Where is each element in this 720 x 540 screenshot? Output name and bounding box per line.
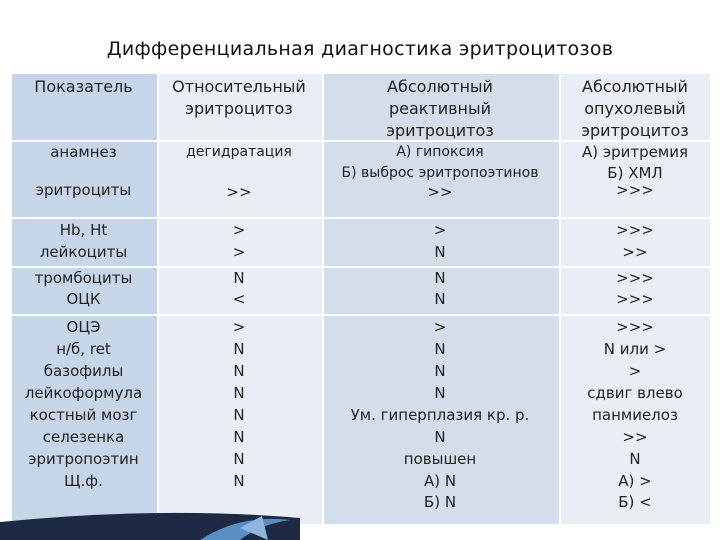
row-label: лейкоформула <box>24 384 143 402</box>
table-cell: >>> <box>616 269 654 287</box>
row-label: эритропоэтин <box>28 450 139 468</box>
table-cell: > <box>433 221 447 239</box>
table-cell: >>> <box>616 290 654 308</box>
row-label: Щ.ф. <box>64 472 103 490</box>
row-label: Hb, Ht <box>59 221 108 239</box>
row-label: эритроциты <box>35 181 132 199</box>
table-cell: N <box>434 290 446 308</box>
header-relative: Относительный эритроцитоз <box>172 77 306 118</box>
table-cell: Ум. гиперплазия кр. р. <box>350 406 530 424</box>
table-cell: > <box>628 362 642 380</box>
row-label: ОЦК <box>66 290 101 308</box>
table-cell: N <box>434 362 446 380</box>
table-cell: N <box>233 340 245 358</box>
table-cell: А) N Б) N <box>423 472 457 511</box>
table-cell: N <box>434 243 446 261</box>
decorative-swoosh <box>0 500 720 540</box>
table-cell: повышен <box>403 450 477 468</box>
table-cell: >> <box>622 243 648 261</box>
row-label: базофилы <box>43 362 124 380</box>
table-cell: N <box>233 362 245 380</box>
table-cell: N <box>233 450 245 468</box>
row-divider <box>12 314 710 316</box>
table-cell: >> <box>622 428 648 446</box>
row-label: н/б, ret <box>56 340 111 358</box>
table-cell: > <box>232 221 246 239</box>
table-cell: N <box>233 269 245 287</box>
table-cell: дегидратация <box>186 144 292 160</box>
table-cell: N <box>434 428 446 446</box>
row-label: тромбоциты <box>34 269 133 287</box>
table-cell: < <box>232 290 246 308</box>
table-cell: >>> <box>616 181 654 199</box>
row-label: анамнез <box>50 143 117 161</box>
diagnosis-table <box>12 74 710 524</box>
table-cell: N <box>434 384 446 402</box>
table-cell: А) > Б) < <box>618 472 652 511</box>
table-cell: >>> <box>616 221 654 239</box>
table-cell: > <box>433 318 447 336</box>
table-cell: >> <box>427 183 453 201</box>
table-cell: А) эритремия Б) ХМЛ <box>582 143 688 182</box>
header-tumor: Абсолютный опухолевый эритроцитоз <box>581 77 689 140</box>
row-label: ОЦЭ <box>66 318 101 336</box>
row-label: лейкоциты <box>39 243 128 261</box>
table-cell: сдвиг влево <box>587 384 683 402</box>
table-cell: > <box>232 318 246 336</box>
table-cell: N <box>233 472 245 490</box>
table-cell: N <box>233 428 245 446</box>
table-cell: N <box>434 269 446 287</box>
row-divider <box>12 217 710 219</box>
table-cell: N или > <box>603 340 667 358</box>
table-cell: N <box>629 450 641 468</box>
table-cell: N <box>434 340 446 358</box>
table-cell: >>> <box>616 318 654 336</box>
row-label: костный мозг <box>29 406 138 424</box>
table-cell: панмиелоз <box>592 406 678 424</box>
table-cell: А) гипоксия Б) выброс эритропоэтинов <box>341 144 539 181</box>
row-label: селезенка <box>42 428 125 446</box>
slide-title: Дифференциальная диагностика эритроцитозов <box>106 38 614 60</box>
header-reactive: Абсолютный реактивный эритроцитоз <box>386 77 494 140</box>
table-cell: N <box>233 406 245 424</box>
table-cell: > <box>232 243 246 261</box>
table-cell: >> <box>226 183 252 201</box>
table-cell: N <box>233 384 245 402</box>
header-indicator: Показатель <box>34 77 133 96</box>
